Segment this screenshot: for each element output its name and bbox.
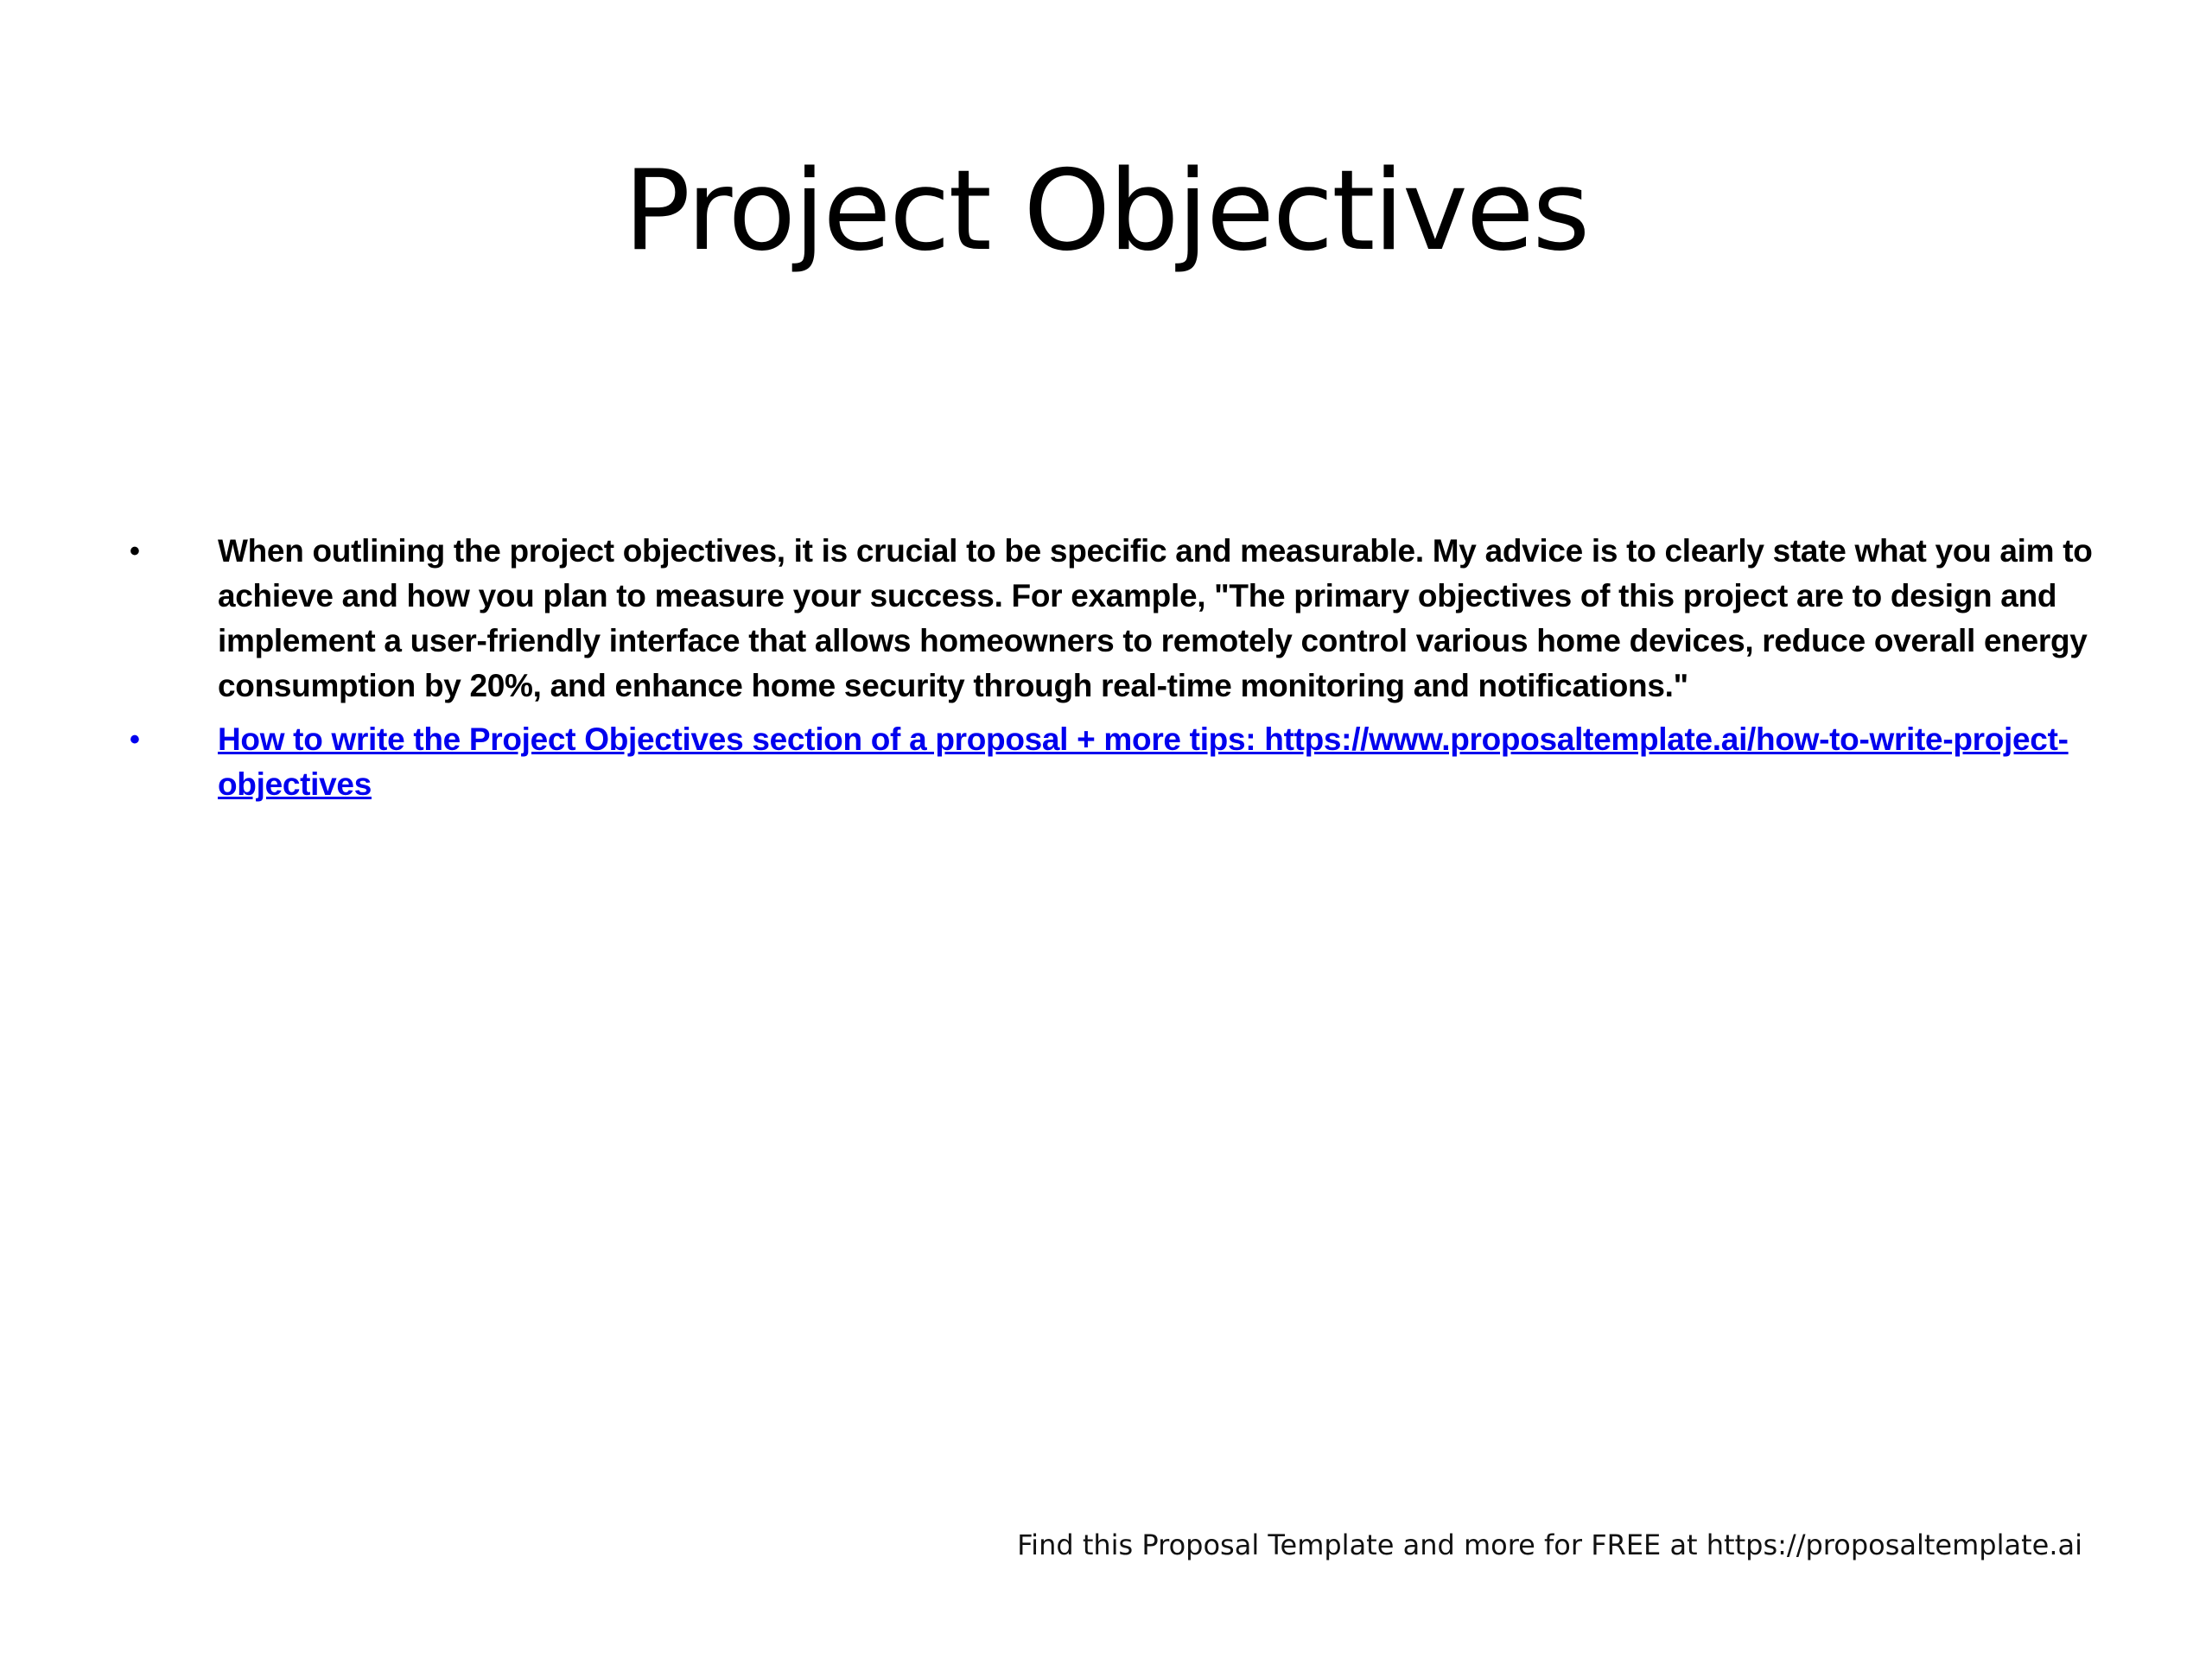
- tips-link[interactable]: How to write the Project Objectives section of a proposal + more tips: https://www.proposaltemplate.ai/how-to-write-project-objectives: [218, 721, 2069, 802]
- bullet-item-advice: [130, 529, 2117, 709]
- footer-credit: Find this Proposal Template and more for FREE at https://proposaltemplate.ai: [1017, 1529, 2082, 1561]
- advice-text: When outlining the project objectives, it is crucial to be specific and measurable. My advice is to clearly state what you aim to achieve and how you plan to measure your success. For example, "The primary objectives of this project are to design and implement a user-friendly interface that allows homeowners to remotely control various home devices, reduce overall energy consumption by 20%, and enhance home security through real-time monitoring and notifications.": [218, 533, 2093, 703]
- slide-title: Project Objectives: [623, 147, 1589, 276]
- bullet-list: [130, 529, 2117, 816]
- bullet-marker: •: [130, 535, 140, 568]
- bullet-item-link: [130, 717, 2117, 807]
- bullet-marker: •: [130, 723, 140, 756]
